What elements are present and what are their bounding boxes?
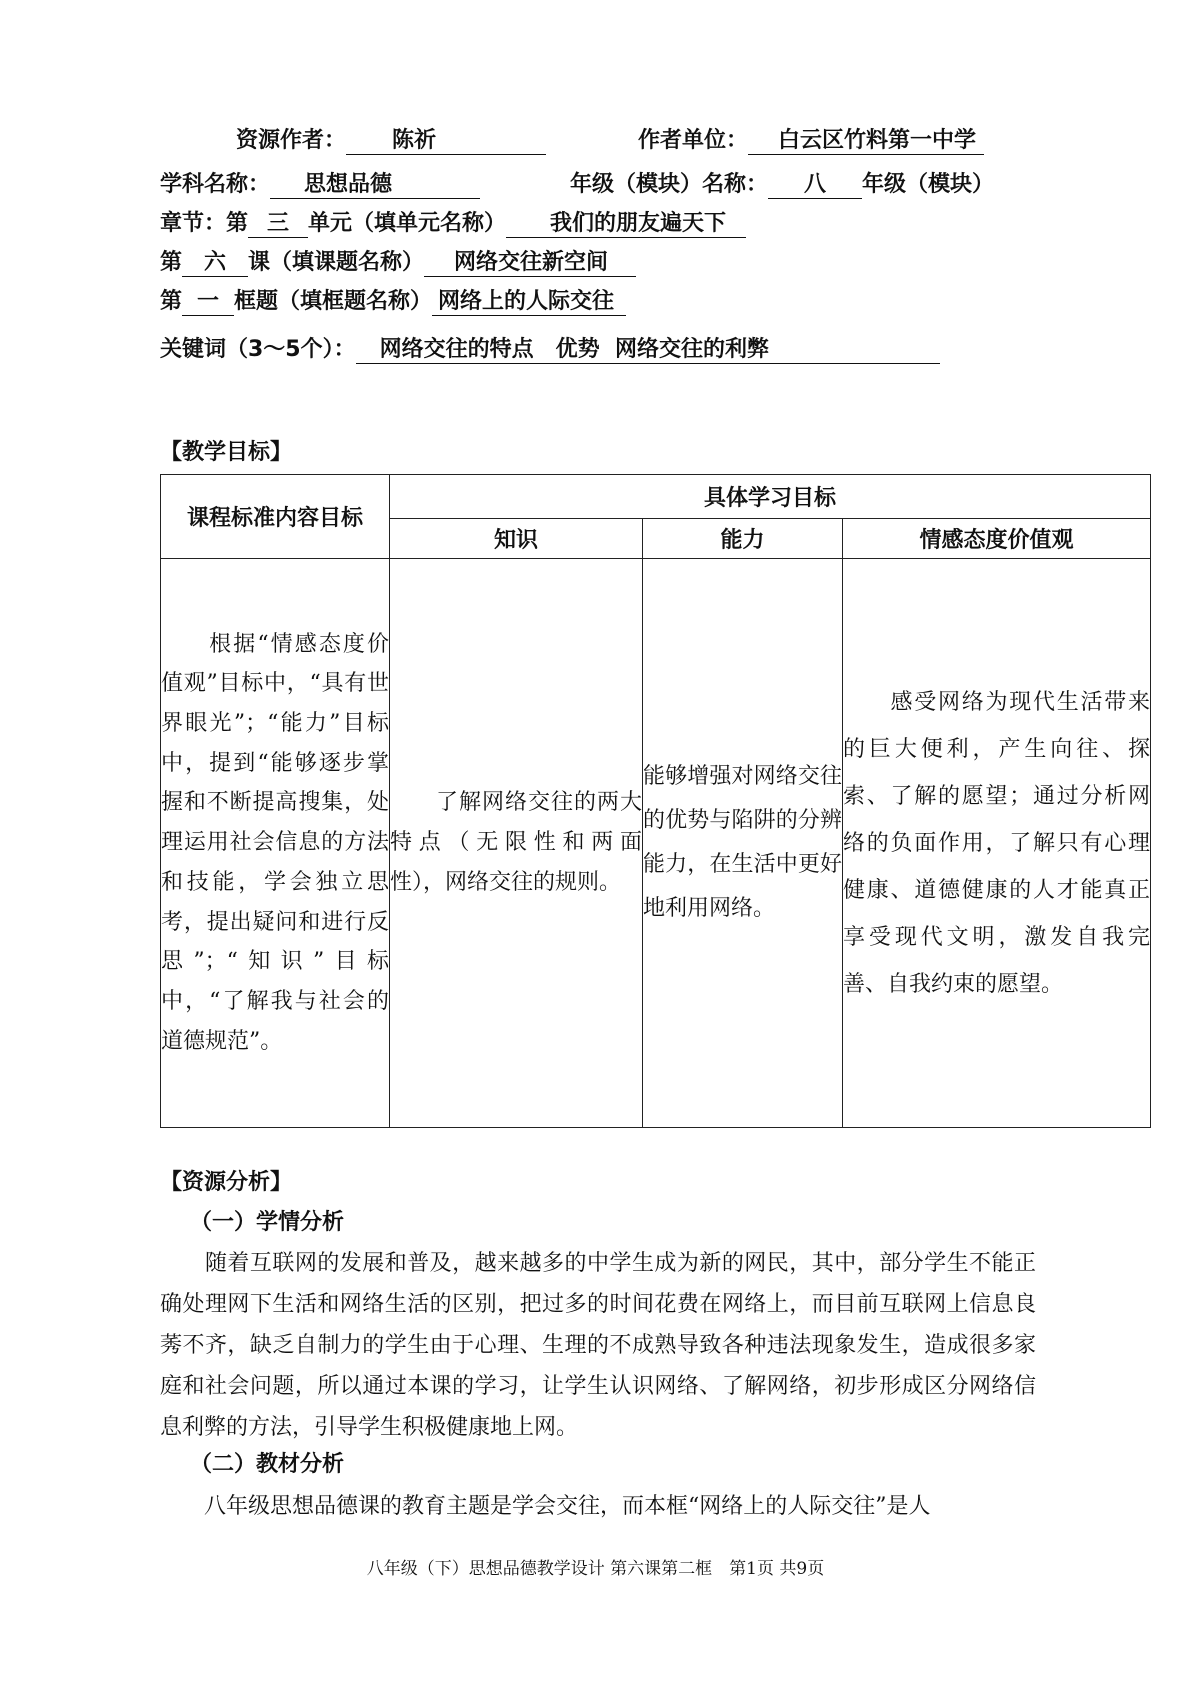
unit-line — [638, 126, 984, 156]
keywords-line — [160, 335, 940, 365]
analysis-sub2: （二）教材分析 — [190, 1452, 345, 1477]
frame-no-field — [182, 289, 234, 316]
goals-heading: 【教学目标】 — [160, 440, 293, 465]
grade-line — [570, 170, 994, 200]
frame-line — [160, 287, 626, 317]
unit-label: 作者单位： — [638, 128, 749, 153]
col-ability-header: 能力 — [643, 519, 843, 559]
lesson-no-field — [182, 250, 248, 277]
keywords-value: 网络交往的特点 优势 网络交往的利弊 — [379, 337, 769, 362]
frame-mid: 框题（填框题名称） — [234, 289, 433, 314]
lesson-prefix: 第 — [160, 250, 183, 275]
frame-name: 网络上的人际交往 — [438, 289, 615, 314]
goals-table — [160, 474, 1151, 1128]
frame-name-field — [432, 289, 626, 316]
col-knowledge-header: 知识 — [390, 519, 643, 559]
grade-value: 八 — [804, 172, 827, 197]
col-specific-header: 具体学习目标 — [390, 475, 1151, 519]
subject-line — [160, 170, 480, 200]
unit-value: 白云区竹料第一中学 — [778, 128, 977, 153]
grade-suffix: 年级（模块） — [862, 172, 995, 197]
lesson-name: 网络交往新空间 — [454, 250, 609, 275]
chapter-mid: 单元（填单元名称） — [308, 211, 507, 236]
lesson-mid: 课（填课题名称） — [248, 250, 425, 275]
chapter-line — [160, 209, 746, 239]
lesson-name-field — [424, 250, 636, 277]
page-footer: 八年级（下）思想品德教学设计 第六课第二框 第1页 共9页 — [366, 1559, 825, 1579]
col-standard-header: 课程标准内容目标 — [161, 475, 390, 559]
col-emotion-header: 情感态度价值观 — [843, 519, 1151, 559]
chapter-name-field — [506, 211, 746, 238]
subject-field — [270, 172, 480, 199]
chapter-name: 我们的朋友遍天下 — [550, 211, 727, 236]
frame-prefix: 第 — [160, 289, 183, 314]
analysis-para1: 随着互联网的发展和普及，越来越多的中学生成为新的网民，其中，部分学生不能正确处理网下生活和网络生活的区别，把过多的时间花费在网络上，而目前互联网上信息良莠不齐，缺乏自制力的学生由于心理、生理的不成熟导致各种违法现象发生，造成很多家庭和社会问题，所以通过本课的学习，让学生认识网络、了解网络，初步形成区分网络信息利弊的方法，引导学生积极健康地上网。 — [160, 1251, 1036, 1440]
analysis-sub1: （一）学情分析 — [190, 1210, 345, 1235]
frame-no: 一 — [197, 289, 220, 314]
subject-value: 思想品德 — [304, 172, 393, 197]
lesson-line — [160, 248, 636, 278]
ability-cell: 能够增强对网络交往的优势与陷阱的分辨能力，在生活中更好地利用网络。 — [643, 559, 843, 1128]
analysis-para2: 八年级思想品德课的教育主题是学会交往，而本框“网络上的人际交往”是人 — [160, 1494, 931, 1519]
author-line — [236, 126, 546, 156]
knowledge-cell: 了解网络交往的两大特点（无限性和两面性），网络交往的规则。 — [390, 559, 643, 1128]
standard-cell: 根据“情感态度价值观”目标中，“具有世界眼光”；“能力”目标中，提到“能够逐步掌握和不断提高搜集，处理运用社会信息的方法和技能，学会独立思考，提出疑问和进行反思”；“知识”目标中，“了解我与社会的道德规范”。 — [161, 559, 390, 1128]
keywords-field — [356, 337, 940, 364]
chapter-no: 三 — [267, 211, 290, 236]
unit-field — [748, 128, 984, 155]
emotion-cell: 感受网络为现代生活带来的巨大便利，产生向往、探索、了解的愿望；通过分析网络的负面作用，了解只有心理健康、道德健康的人才能真正享受现代文明，激发自我完善、自我约束的愿望。 — [843, 559, 1151, 1128]
keywords-label: 关键词（3～5个）： — [160, 337, 356, 362]
chapter-prefix: 章节：第 — [160, 211, 249, 236]
author-label: 资源作者： — [236, 128, 347, 153]
lesson-no: 六 — [204, 250, 227, 275]
author-field — [346, 128, 546, 155]
grade-label: 年级（模块）名称： — [570, 172, 769, 197]
author-value: 陈祈 — [392, 128, 437, 153]
subject-label: 学科名称： — [160, 172, 271, 197]
grade-field — [768, 172, 862, 199]
chapter-no-field — [248, 211, 308, 238]
analysis-heading: 【资源分析】 — [160, 1170, 293, 1195]
